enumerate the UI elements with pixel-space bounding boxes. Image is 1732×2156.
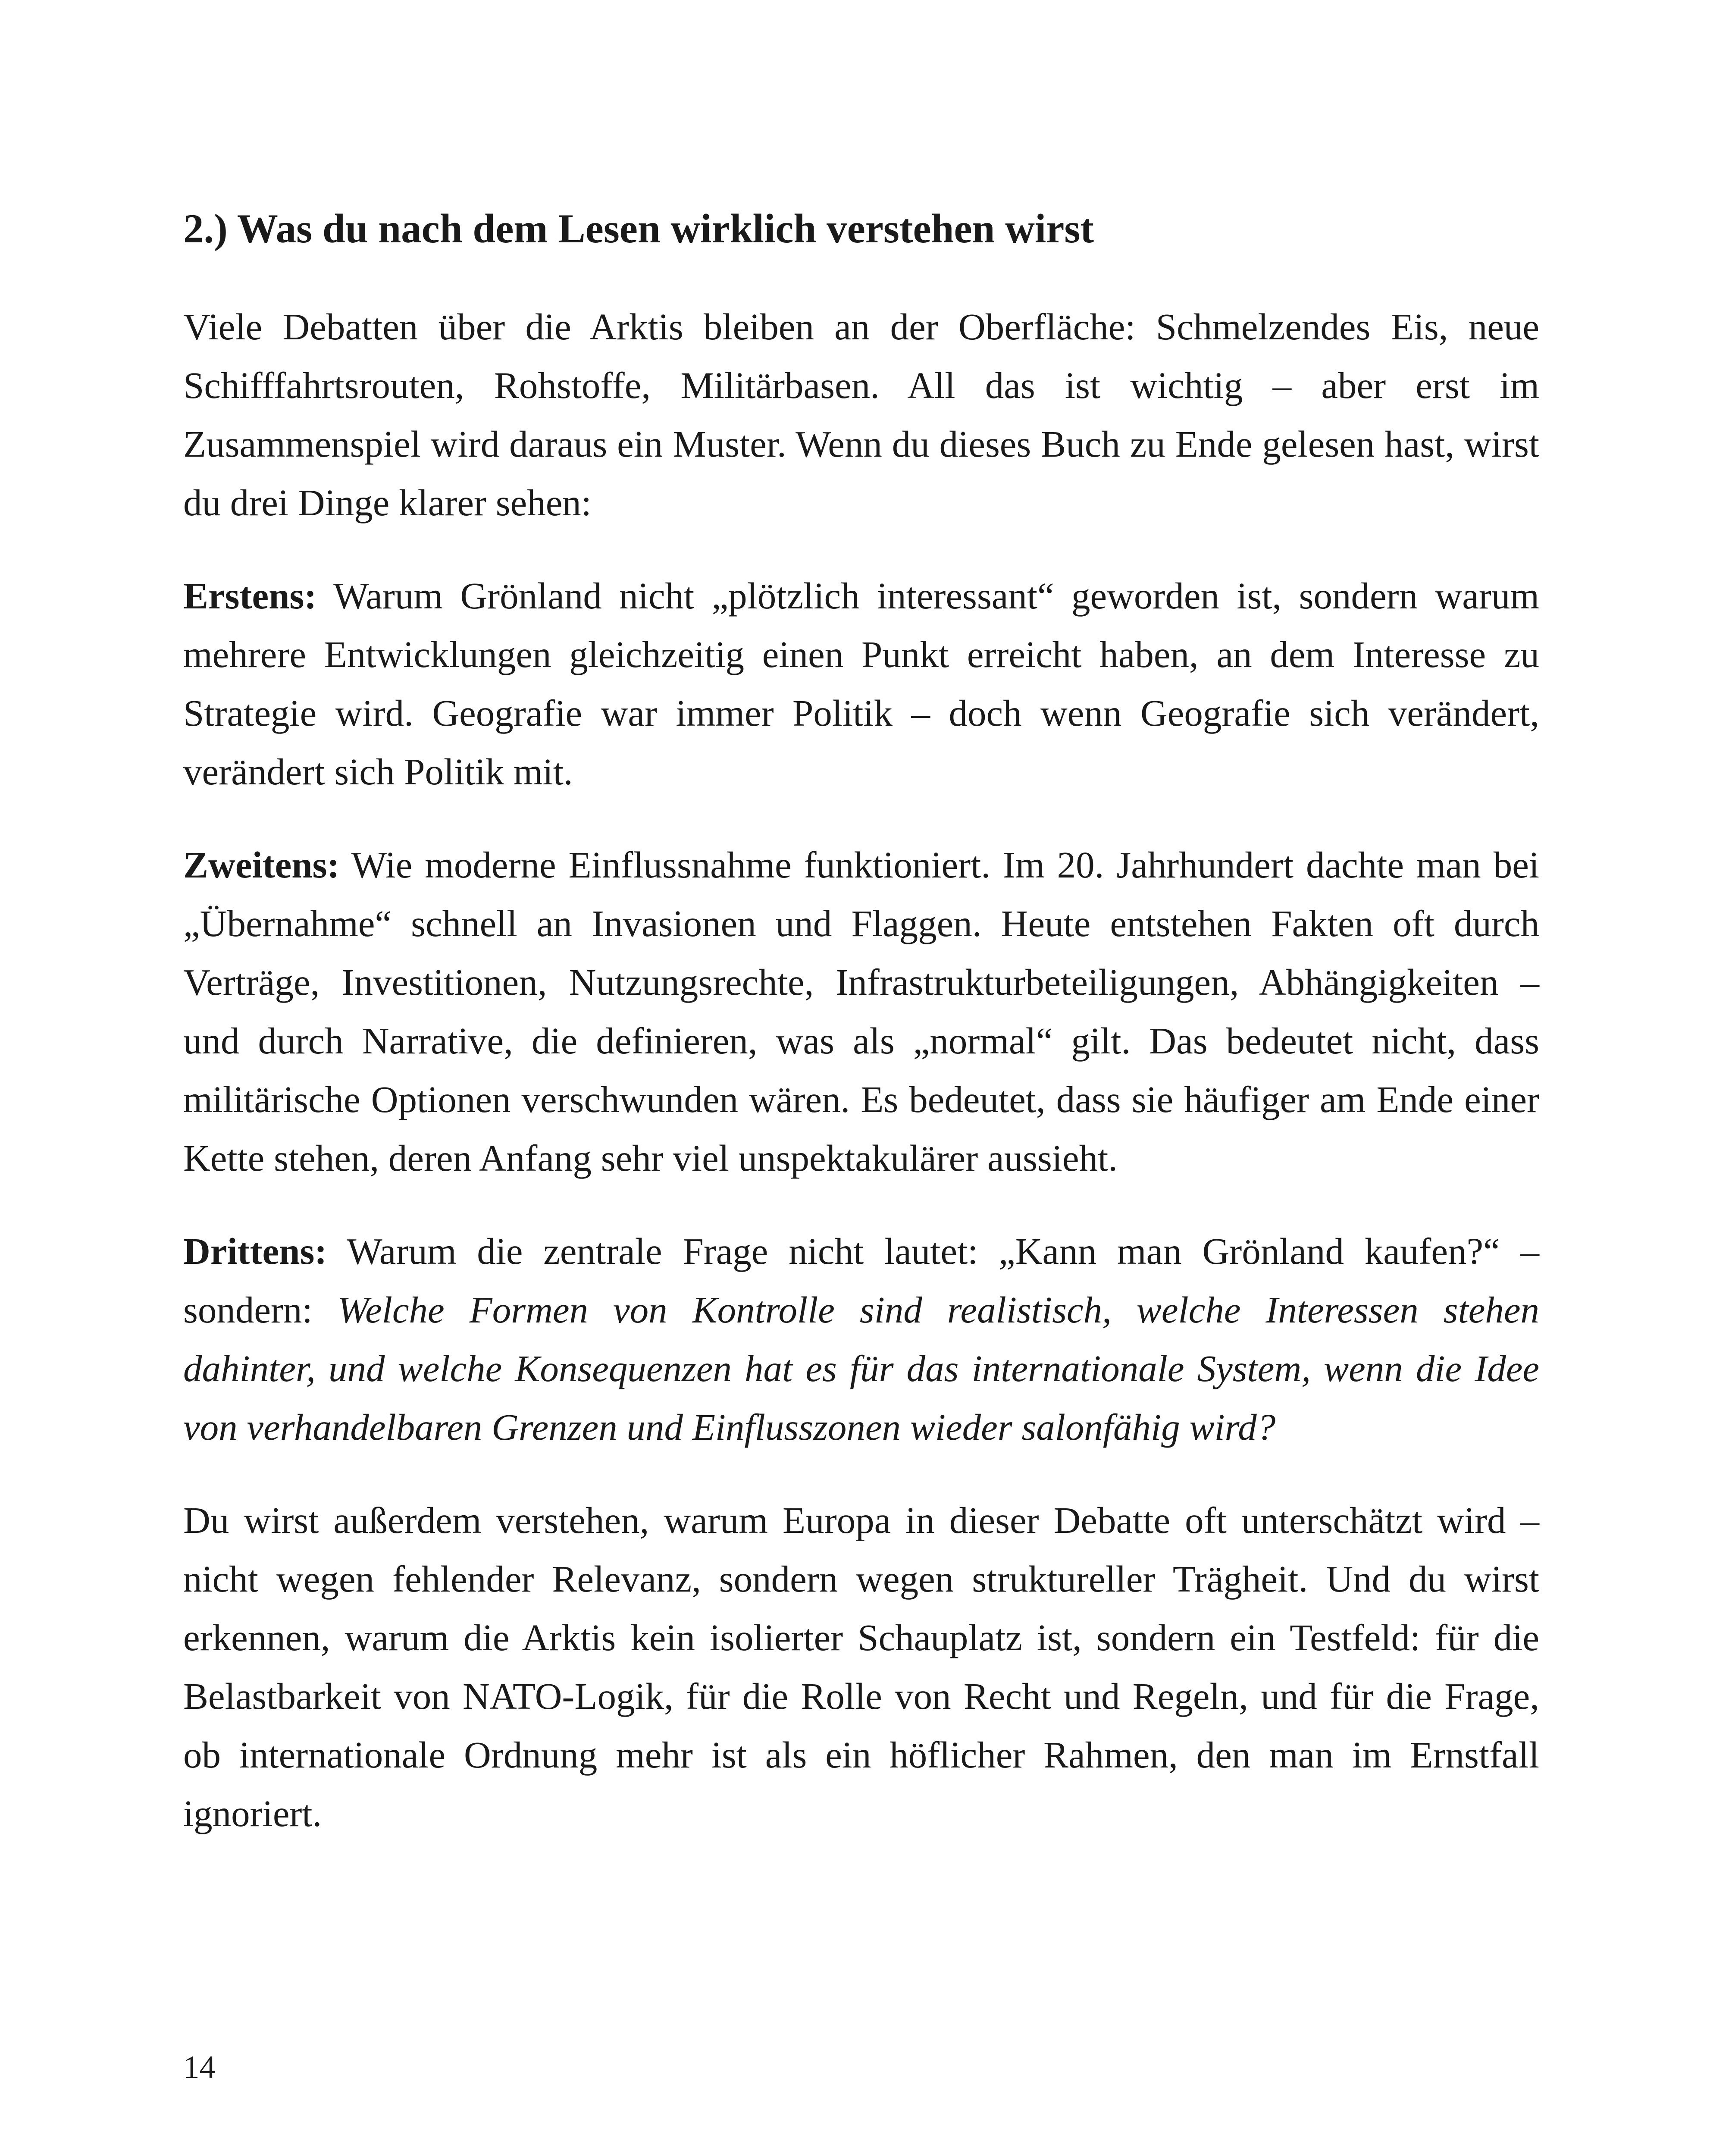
- page-number: 14: [183, 2049, 216, 2085]
- third-point-paragraph: [183, 1222, 1539, 1457]
- second-point-text: Wie moderne Einflussnahme funktioniert. Im 20. Jahrhundert dachte man bei „Übernahme“ schnell an Invasionen und Flaggen. Heute entstehen Fakten oft durch Verträge, Investitionen, Nutzungsrechte, Infrastrukturbeteiligungen, Abhängigkeiten – und durch Narrative, die definieren, was als „normal“ gilt. Das bedeutet nicht, dass militärische Optionen verschwunden wären. Es bedeutet, dass sie häufiger am Ende einer Kette stehen, deren Anfang sehr viel unspektakulärer aussieht.: [183, 844, 1539, 1179]
- first-point-paragraph: [183, 567, 1539, 801]
- closing-paragraph: Du wirst außerdem verstehen, warum Europa in dieser Debatte oft unterschätzt wird – nicht wegen fehlender Relevanz, sondern wegen struktureller Trägheit. Und du wirst erkennen, warum die Arktis kein isolierter Schauplatz ist, sondern ein Testfeld: für die Belastbarkeit von NATO-Logik, für die Rolle von Recht und Regeln, und für die Frage, ob internationale Ordnung mehr ist als ein höflicher Rahmen, den man im Ernstfall ignoriert.: [183, 1499, 1539, 1834]
- second-point-label: Zweitens:: [183, 844, 340, 886]
- first-point-label: Erstens:: [183, 575, 317, 617]
- third-point-italic-question: Welche Formen von Kontrolle sind realistisch, welche Interessen stehen dahinter, und welche Konsequenzen hat es für das internationale System, wenn die Idee von verhandelbaren Grenzen und Einflusszonen wieder salonfähig wird?: [183, 1289, 1539, 1448]
- section-heading: 2.) Was du nach dem Lesen wirklich verstehen wirst: [183, 206, 1094, 251]
- third-point-label: Drittens:: [183, 1230, 327, 1272]
- intro-paragraph: Viele Debatten über die Arktis bleiben an der Oberfläche: Schmelzendes Eis, neue Schifffahrtsrouten, Rohstoffe, Militärbasen. All das ist wichtig – aber erst im Zusammenspiel wird daraus ein Muster. Wenn du dieses Buch zu Ende gelesen hast, wirst du drei Dinge klarer sehen:: [183, 306, 1539, 523]
- first-point-text: Warum Grönland nicht „plötzlich interessant“ geworden ist, sondern warum mehrere Entwicklungen gleichzeitig einen Punkt erreicht haben, an dem Interesse zu Strategie wird. Geografie war immer Politik – doch wenn Geografie sich verändert, verändert sich Politik mit.: [183, 575, 1539, 793]
- page-content: [183, 203, 1539, 1877]
- second-point-paragraph: [183, 836, 1539, 1188]
- third-point-text: Warum die zentrale Frage nicht lautet: „Kann man Grönland kaufen?“ – sondern:: [183, 1230, 1539, 1331]
